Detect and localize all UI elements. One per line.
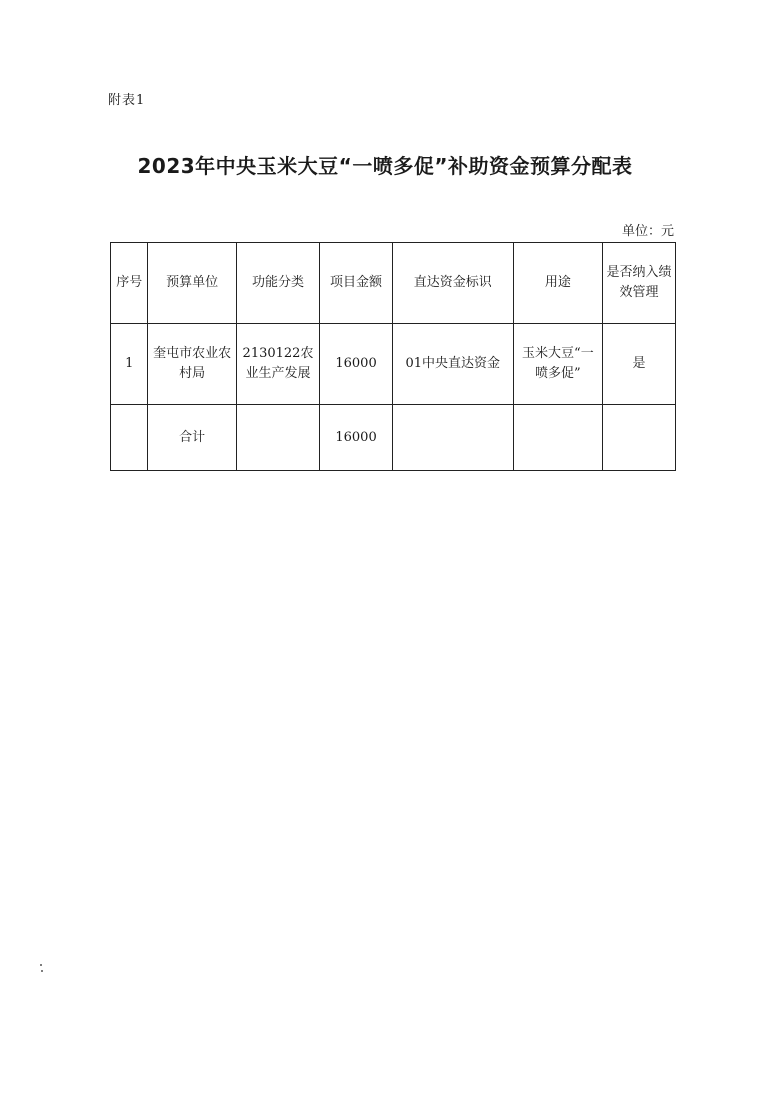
table-row — [111, 324, 676, 405]
header-serial: 序号 — [111, 243, 148, 324]
cell-serial: 1 — [111, 324, 148, 405]
total-cell-direct-fund-id — [392, 405, 513, 471]
cell-budget-unit: 奎屯市农业农村局 — [148, 324, 236, 405]
header-performance-management: 是否纳入绩效管理 — [603, 243, 676, 324]
attachment-label: 附表1 — [108, 93, 146, 108]
header-budget-unit: 预算单位 — [148, 243, 236, 324]
total-label: 合计 — [148, 405, 236, 471]
table-total-row — [111, 405, 676, 471]
cell-project-amount: 16000 — [320, 324, 393, 405]
total-cell-purpose — [513, 405, 602, 471]
header-direct-fund-id: 直达资金标识 — [392, 243, 513, 324]
document-title: 2023年中央玉米大豆“一喷多促”补助资金预算分配表 — [137, 154, 633, 178]
scan-speck — [40, 964, 42, 966]
header-project-amount: 项目金额 — [320, 243, 393, 324]
header-purpose: 用途 — [513, 243, 602, 324]
budget-allocation-table — [110, 242, 676, 471]
total-amount: 16000 — [320, 405, 393, 471]
cell-direct-fund-id: 01中央直达资金 — [392, 324, 513, 405]
total-cell-serial — [111, 405, 148, 471]
scan-speck — [41, 970, 43, 972]
total-cell-performance-management — [603, 405, 676, 471]
cell-purpose: 玉米大豆“一喷多促” — [513, 324, 602, 405]
total-cell-function-category — [236, 405, 319, 471]
unit-label: 单位：元 — [621, 224, 674, 239]
header-function-category: 功能分类 — [236, 243, 319, 324]
cell-function-category: 2130122农业生产发展 — [236, 324, 319, 405]
cell-performance-management: 是 — [603, 324, 676, 405]
table-header-row — [111, 243, 676, 324]
